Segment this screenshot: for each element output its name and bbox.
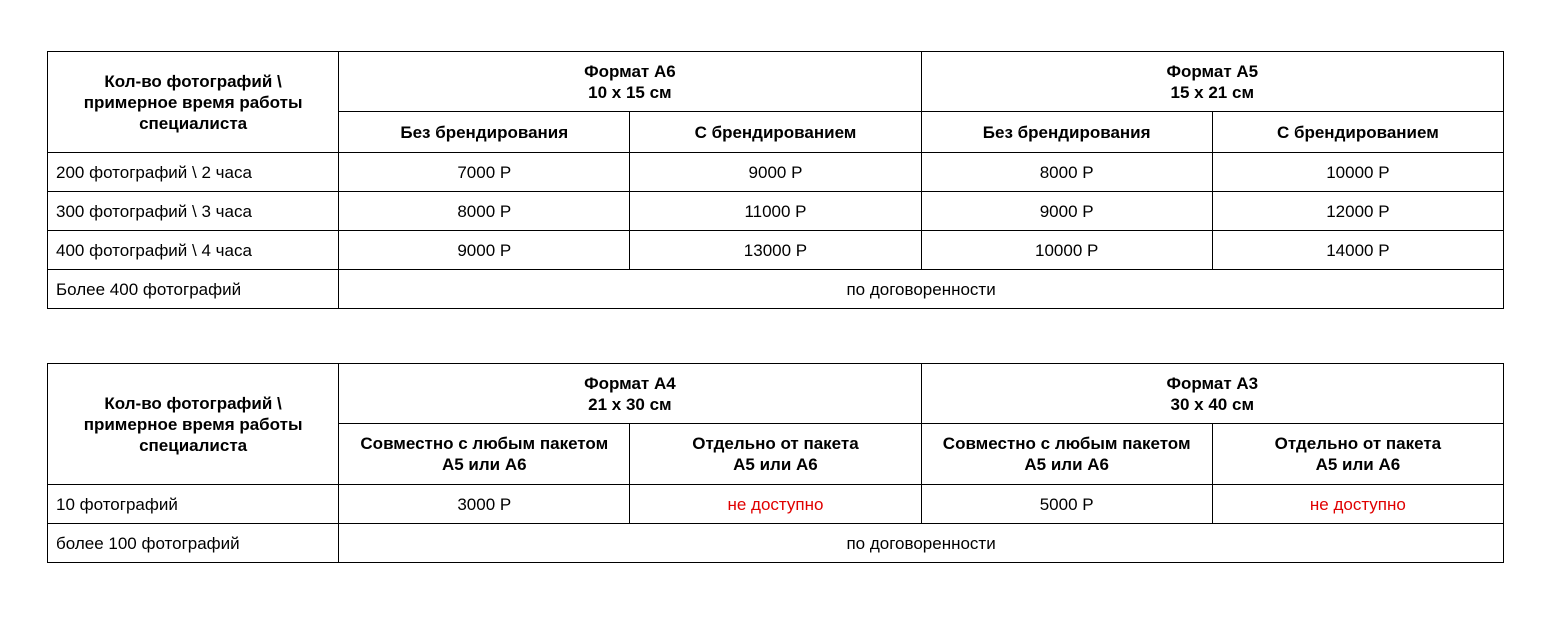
price-cell: 10000 Р xyxy=(1212,153,1503,192)
price-cell: 13000 Р xyxy=(630,231,921,270)
price-cell: 8000 Р xyxy=(339,192,630,231)
format-header-a3 xyxy=(921,364,1503,424)
price-cell: 12000 Р xyxy=(1212,192,1503,231)
subheader-cell: Без брендирования xyxy=(921,112,1212,153)
corner-header-line: специалиста xyxy=(139,435,248,455)
format-name: Формат А3 xyxy=(1166,373,1259,393)
corner-header-line: примерное время работы xyxy=(83,414,303,434)
pricing-table-a6-a5 xyxy=(47,51,1504,309)
subheader-line: А5 или А6 xyxy=(441,455,527,474)
subheader-line: Совместно с любым пакетом xyxy=(360,434,609,453)
table-row xyxy=(48,192,1504,231)
price-cell: 3000 Р xyxy=(339,485,630,524)
format-name: Формат А5 xyxy=(1166,61,1259,81)
subheader-cell xyxy=(339,424,630,485)
corner-header-line: специалиста xyxy=(139,113,248,133)
price-cell: 9000 Р xyxy=(921,192,1212,231)
subheader-line: А5 или А6 xyxy=(1024,455,1109,474)
corner-header xyxy=(48,52,339,153)
corner-header xyxy=(48,364,339,485)
price-cell: 8000 Р xyxy=(921,153,1212,192)
row-label: более 100 фотографий xyxy=(48,524,339,563)
format-size: 21 x 30 см xyxy=(588,394,672,414)
format-header-a4 xyxy=(339,364,921,424)
row-label: 300 фотографий \ 3 часа xyxy=(48,192,339,231)
subheader-line: Отдельно от пакета xyxy=(692,434,859,453)
format-header-a6 xyxy=(339,52,921,112)
table-row xyxy=(48,485,1504,524)
format-name: Формат А6 xyxy=(584,61,676,81)
format-header-a5 xyxy=(921,52,1503,112)
subheader-cell xyxy=(630,424,921,485)
subheader-cell xyxy=(1212,424,1503,485)
subheader-line: Отдельно от пакета xyxy=(1274,434,1442,453)
unavailable-cell: не доступно xyxy=(630,485,921,524)
subheader-line: А5 или А6 xyxy=(733,455,818,474)
corner-header-line: Кол-во фотографий \ xyxy=(104,71,282,91)
corner-header-line: примерное время работы xyxy=(83,92,303,112)
subheader-cell xyxy=(921,424,1212,485)
subheader-cell: С брендированием xyxy=(630,112,921,153)
table-row xyxy=(48,231,1504,270)
pricing-table-a4-a3 xyxy=(47,363,1504,563)
format-size: 30 x 40 см xyxy=(1170,394,1255,414)
unavailable-cell: не доступно xyxy=(1212,485,1503,524)
row-label: 200 фотографий \ 2 часа xyxy=(48,153,339,192)
negotiable-cell: по договоренности xyxy=(339,270,1504,309)
subheader-line: Совместно с любым пакетом xyxy=(942,434,1191,453)
table-row-negotiable xyxy=(48,524,1504,563)
format-size: 15 x 21 см xyxy=(1170,82,1255,102)
format-header-row xyxy=(48,52,1504,112)
subheader-line: А5 или А6 xyxy=(1315,455,1401,474)
table-row-negotiable xyxy=(48,270,1504,309)
price-cell: 11000 Р xyxy=(630,192,921,231)
subheader-cell: Без брендирования xyxy=(339,112,630,153)
row-label: 10 фотографий xyxy=(48,485,339,524)
price-cell: 9000 Р xyxy=(339,231,630,270)
negotiable-cell: по договоренности xyxy=(339,524,1504,563)
table-row xyxy=(48,153,1504,192)
price-cell: 7000 Р xyxy=(339,153,630,192)
price-cell: 10000 Р xyxy=(921,231,1212,270)
format-name: Формат А4 xyxy=(584,373,676,393)
price-cell: 9000 Р xyxy=(630,153,921,192)
format-size: 10 x 15 см xyxy=(588,82,672,102)
format-header-row xyxy=(48,364,1504,424)
corner-header-line: Кол-во фотографий \ xyxy=(104,393,282,413)
price-cell: 14000 Р xyxy=(1212,231,1503,270)
row-label: 400 фотографий \ 4 часа xyxy=(48,231,339,270)
subheader-cell: С брендированием xyxy=(1212,112,1503,153)
price-cell: 5000 Р xyxy=(921,485,1212,524)
row-label: Более 400 фотографий xyxy=(48,270,339,309)
